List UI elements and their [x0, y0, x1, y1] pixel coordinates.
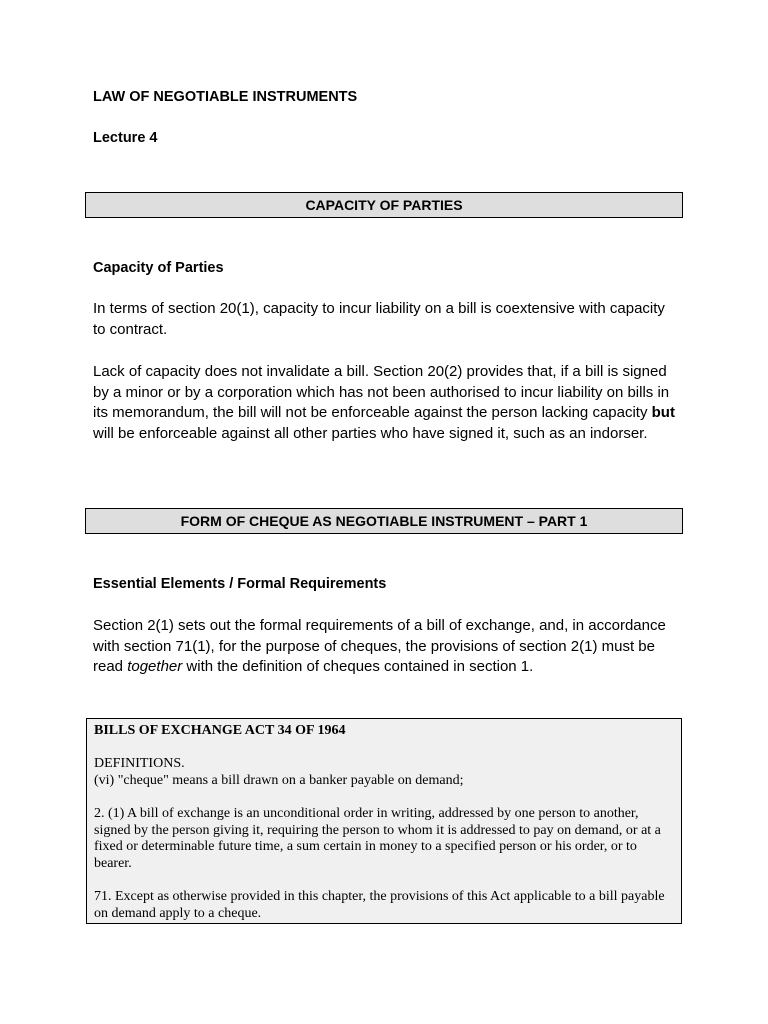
paragraph-lack-of-capacity: [93, 362, 679, 445]
section-banner-capacity: CAPACITY OF PARTIES: [85, 192, 683, 218]
section-heading-essential-elements: Essential Elements / Formal Requirements: [93, 576, 387, 592]
paragraph-text: Section 2(1) sets out the formal requirements of a bill of exchange, and, in accordance with section 71(1), for the purpose of cheques, the provisions of section 2(1) must be read: [93, 617, 666, 676]
paragraph-text: will be enforceable against all other parties who have signed it, such as an indorser.: [93, 425, 648, 443]
paragraph-capacity-section-20-1: In terms of section 20(1), capacity to incur liability on a bill is coextensive with capacity to contract.: [93, 300, 665, 338]
section-heading-capacity: Capacity of Parties: [93, 260, 224, 276]
emphasis-bold: but: [651, 404, 675, 422]
emphasis-italic: together: [127, 658, 183, 676]
definition-cheque: (vi) "cheque" means a bill drawn on a banker payable on demand;: [94, 772, 464, 788]
statute-excerpt-box: [86, 718, 682, 924]
definitions-label: DEFINITIONS.: [94, 756, 185, 772]
document-title: LAW OF NEGOTIABLE INSTRUMENTS: [93, 89, 358, 105]
statute-section-71: 71. Except as otherwise provided in this chapter, the provisions of this Act applicable to a bill payable on demand apply to a cheque.: [94, 888, 665, 921]
paragraph-text: Lack of capacity does not invalidate a bill. Section 20(2) provides that, if a bill is signed by a minor or by a corporation which has not been authorised to incur liability on bills in its memorandum, the bill will not be enforceable against the person lacking capacity: [93, 363, 670, 422]
paragraph-formal-requirements: [93, 616, 679, 678]
lecture-number: Lecture 4: [93, 130, 158, 146]
paragraph-text: with the definition of cheques contained in section 1.: [182, 658, 534, 676]
section-banner-form-of-cheque: FORM OF CHEQUE AS NEGOTIABLE INSTRUMENT – PART 1: [85, 508, 683, 534]
statute-section-2-1: 2. (1) A bill of exchange is an unconditional order in writing, addressed by one person to another, signed by the person giving it, requiring the person to whom it is addressed to pay on demand, or at a fixed or determinable future time, a sum certain in money to a specified person or his order, or to bearer.: [94, 805, 661, 871]
statute-title: BILLS OF EXCHANGE ACT 34 OF 1964: [94, 723, 346, 738]
